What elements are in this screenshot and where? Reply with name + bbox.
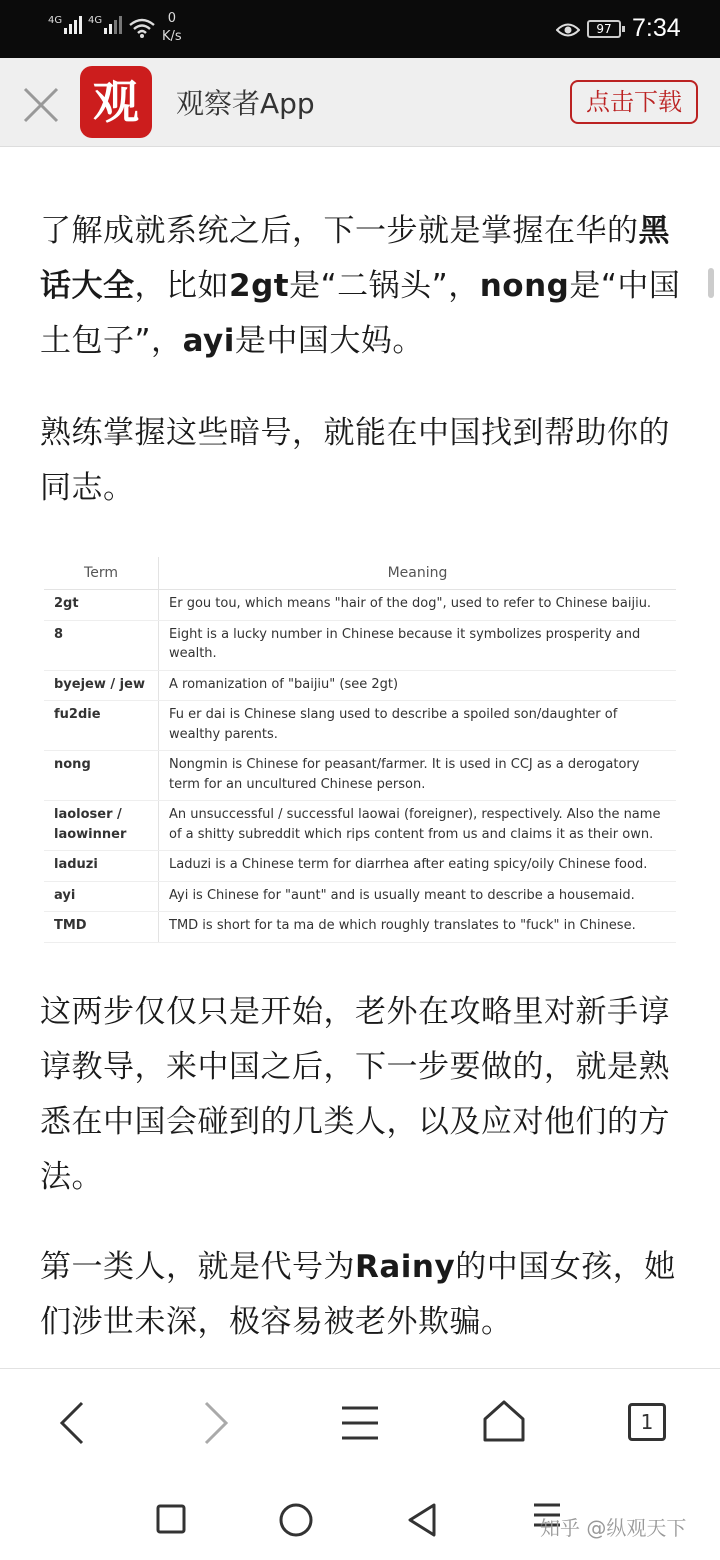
term-cell: nong — [44, 751, 159, 801]
network-speed-unit: K/s — [162, 29, 182, 44]
meaning-cell: Er gou tou, which means "hair of the dog", used to refer to Chinese baijiu. — [159, 590, 677, 621]
table-row — [44, 801, 676, 851]
term-cell: 2gt — [44, 590, 159, 621]
column-header-term: Term — [44, 557, 159, 590]
meaning-cell: Nongmin is Chinese for peasant/farmer. It is used in CCJ as a derogatory term for an uncultured Chinese person. — [159, 751, 677, 801]
meaning-cell: Ayi is Chinese for "aunt" and is usually meant to describe a housemaid. — [159, 881, 677, 912]
menu-icon[interactable] — [340, 1405, 380, 1441]
term-cell: TMD — [44, 912, 159, 943]
browser-toolbar — [0, 1368, 720, 1481]
app-download-banner — [0, 58, 720, 147]
table-row — [44, 881, 676, 912]
home-circle-icon[interactable] — [278, 1502, 314, 1538]
eye-comfort-icon — [556, 22, 580, 38]
network-type-label: 4G — [88, 15, 103, 26]
app-name: 观察者App — [176, 87, 315, 120]
table-row — [44, 590, 676, 621]
tabs-icon[interactable] — [628, 1403, 666, 1441]
meaning-cell: Fu er dai is Chinese slang used to describe a spoiled son/daughter of wealthy parents. — [159, 701, 677, 751]
term-cell: 8 — [44, 620, 159, 670]
scrollbar[interactable] — [708, 268, 714, 298]
wifi-icon — [128, 17, 156, 39]
battery-level: 97 — [596, 22, 612, 36]
column-header-meaning: Meaning — [159, 557, 677, 590]
table-header-row — [44, 557, 676, 590]
download-button[interactable]: 点击下载 — [570, 80, 698, 124]
table-row — [44, 751, 676, 801]
clock: 7:34 — [632, 14, 681, 42]
meaning-cell: An unsuccessful / successful laowai (foreigner), respectively. Also the name of a shitty subreddit which rips content from us and claims it as their own. — [159, 801, 677, 851]
app-logo[interactable]: 观 — [80, 66, 152, 138]
table-row — [44, 670, 676, 701]
table-row — [44, 620, 676, 670]
recent-apps-icon[interactable] — [156, 1504, 186, 1534]
network-speed-value: 0 — [167, 11, 176, 26]
back-triangle-icon[interactable] — [406, 1502, 438, 1538]
term-cell: laoloser / laowinner — [44, 801, 159, 851]
term-cell: laduzi — [44, 851, 159, 882]
forward-icon[interactable] — [200, 1399, 232, 1447]
watermark: 知乎 @纵观天下 — [540, 1516, 687, 1540]
signal-strength-icon — [48, 16, 84, 34]
article-paragraph: 第一类人，就是代号为Rainy的中国女孩，她们涉世未深，极容易被老外欺骗。 — [40, 1249, 676, 1340]
battery-icon — [587, 20, 621, 38]
term-cell: fu2die — [44, 701, 159, 751]
slang-table — [44, 557, 676, 943]
home-icon[interactable] — [482, 1399, 526, 1443]
close-icon[interactable] — [22, 86, 60, 124]
term-cell: byejew / jew — [44, 670, 159, 701]
meaning-cell: Eight is a lucky number in Chinese because it symbolizes prosperity and wealth. — [159, 620, 677, 670]
network-type-label: 4G — [48, 15, 63, 26]
table-row — [44, 912, 676, 943]
meaning-cell: Laduzi is a Chinese term for diarrhea after eating spicy/oily Chinese food. — [159, 851, 677, 882]
article-paragraph: 这两步仅仅只是开始，老外在攻略里对新手谆谆教导，来中国之后，下一步要做的，就是熟悉在中国会碰到的几类人，以及应对他们的方法。 — [40, 994, 670, 1195]
signal-strength-icon — [88, 16, 124, 34]
article-paragraph: 熟练掌握这些暗号，就能在中国找到帮助你的同志。 — [40, 415, 670, 506]
tab-count: 1 — [640, 1410, 654, 1434]
article-paragraph: 了解成就系统之后，下一步就是掌握在华的黑话大全，比如2gt是“二锅头”，nong是“中国土包子”，ayi是中国大妈。 — [40, 213, 681, 359]
meaning-cell: A romanization of "baijiu" (see 2gt) — [159, 670, 677, 701]
meaning-cell: TMD is short for ta ma de which roughly translates to "fuck" in Chinese. — [159, 912, 677, 943]
table-row — [44, 851, 676, 882]
term-cell: ayi — [44, 881, 159, 912]
network-speed — [162, 10, 182, 46]
back-icon[interactable] — [56, 1399, 88, 1447]
status-bar — [0, 0, 720, 58]
table-row — [44, 701, 676, 751]
